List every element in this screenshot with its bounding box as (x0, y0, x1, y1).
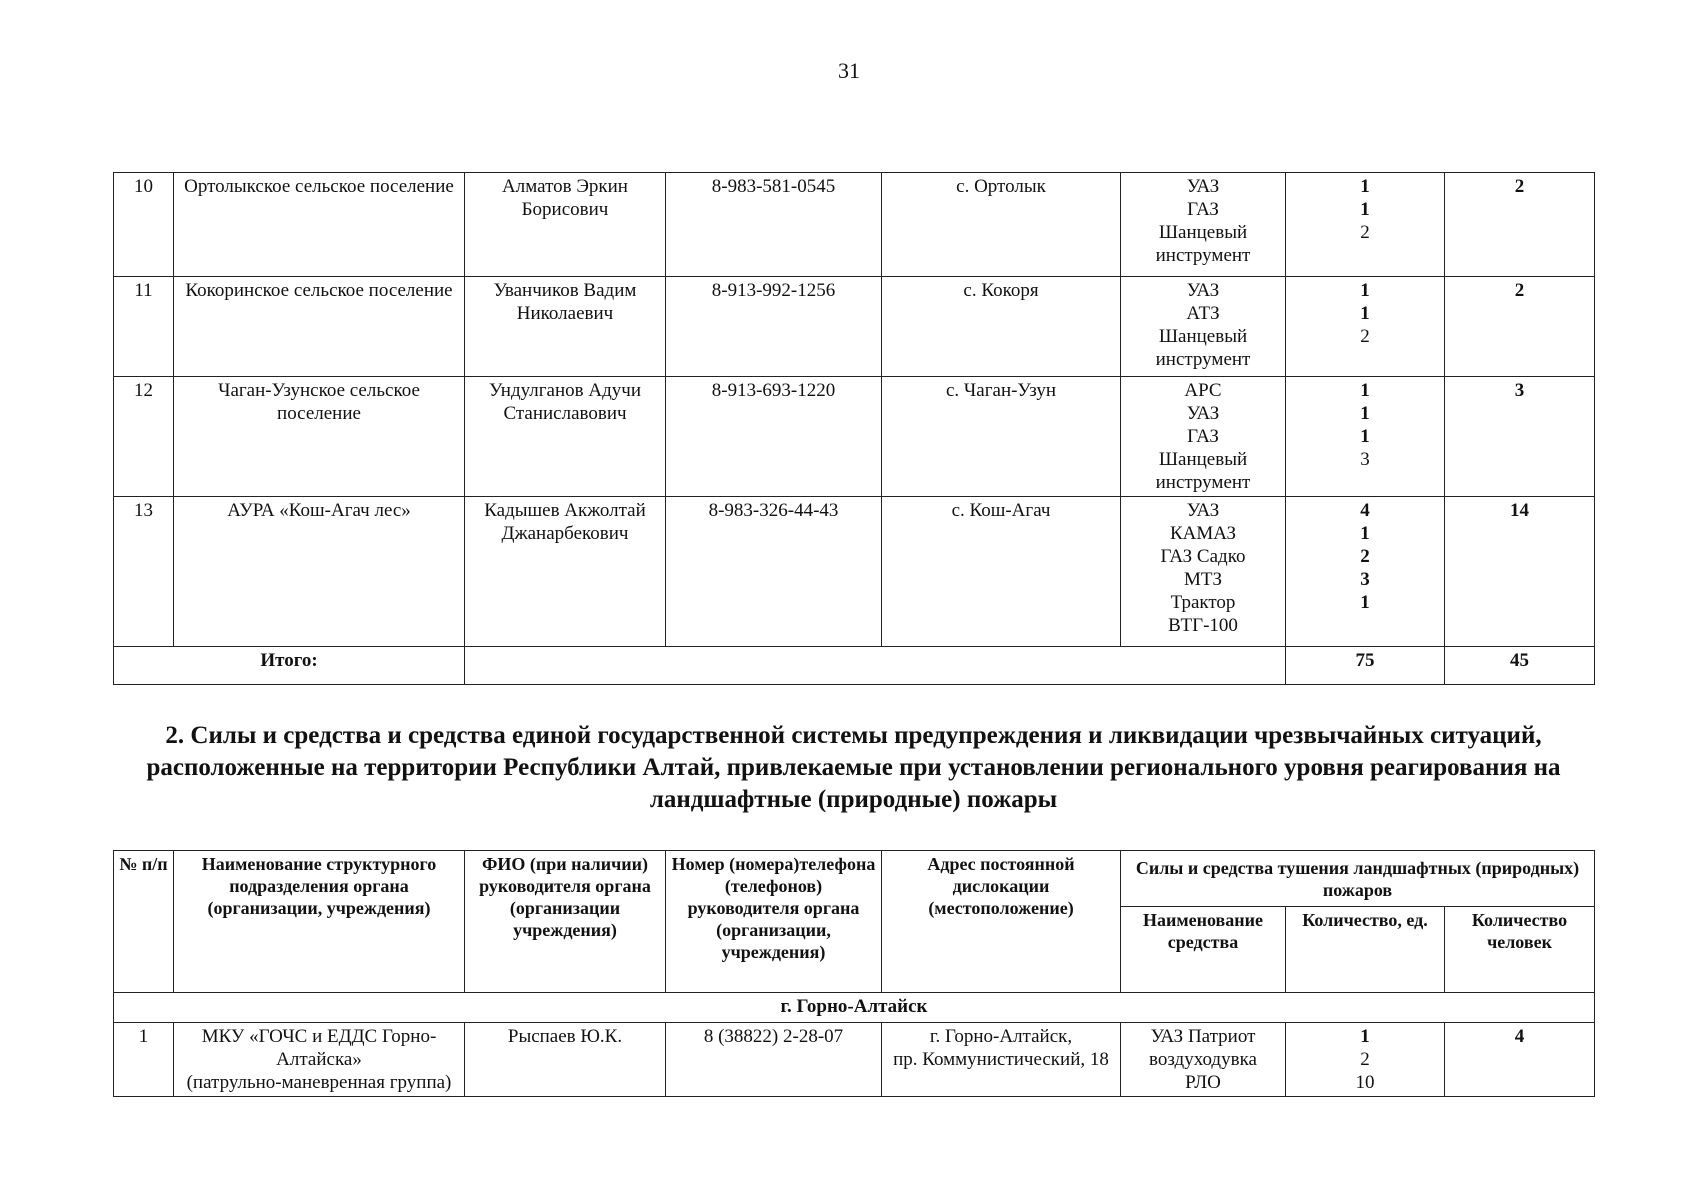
total-empty-cell (465, 647, 1286, 685)
quantity-item: 2 (1360, 222, 1370, 243)
head-name: Рыспаев Ю.К. (465, 1023, 666, 1097)
total-label: Итого: (114, 647, 465, 685)
organization-name: Кокоринское сельское поселение (174, 277, 465, 377)
means-item: ВТГ-100 (1168, 615, 1238, 636)
quantity-item: 1 (1360, 1026, 1370, 1047)
organization-name-line: МКУ «ГОЧС и ЕДДС Горно-Алтайска» (201, 1026, 437, 1070)
header-organization: Наименование структурного подразделения органа (организации, учреждения) (174, 851, 465, 993)
address-line: г. Горно-Алтайск, (929, 1026, 1073, 1047)
header-means: Наименование средства (1121, 907, 1286, 993)
means-item: УАЗ (1186, 280, 1220, 301)
people-count: 3 (1445, 377, 1595, 497)
address-line: пр. Коммунистический, 18 (893, 1049, 1109, 1070)
phone-number: 8 (38822) 2-28-07 (666, 1023, 882, 1097)
quantity-list (1286, 1023, 1445, 1097)
quantity-list (1286, 377, 1445, 497)
head-name: Алматов Эркин Борисович (465, 173, 666, 277)
quantity-item: 2 (1360, 326, 1370, 347)
organization-name: Ортолыкское сельское поселение (174, 173, 465, 277)
means-item: воздуходувка (1149, 1049, 1257, 1070)
quantity-item: 1 (1360, 592, 1370, 613)
quantity-item: 3 (1360, 569, 1370, 590)
people-count: 2 (1445, 277, 1595, 377)
address: с. Кокоря (882, 277, 1121, 377)
means-list (1121, 497, 1286, 647)
quantity-item: 10 (1355, 1072, 1375, 1093)
address: с. Кош-Агач (882, 497, 1121, 647)
header-number: № п/п (114, 851, 174, 993)
means-item: АРС (1184, 380, 1222, 401)
means-item: УАЗ Патриот (1150, 1026, 1256, 1047)
means-item: ГАЗ Садко (1160, 546, 1246, 567)
table-row (114, 377, 1595, 497)
address (882, 1023, 1121, 1097)
quantity-item: 1 (1360, 380, 1370, 401)
table-row (114, 1023, 1595, 1097)
means-item: УАЗ (1186, 500, 1220, 521)
group-row (114, 993, 1595, 1023)
total-quantity: 75 (1286, 647, 1445, 685)
header-address: Адрес постоянной дислокации (местоположение) (882, 851, 1121, 993)
quantity-item: 1 (1360, 303, 1370, 324)
means-item: РЛО (1185, 1072, 1221, 1093)
header-row (114, 851, 1595, 907)
header-phone: Номер (номера)телефона (телефонов) руководителя органа (организации, учреждения) (666, 851, 882, 993)
people-count: 4 (1445, 1023, 1595, 1097)
means-item: УАЗ (1186, 403, 1220, 424)
phone-number: 8-913-693-1220 (666, 377, 882, 497)
table-row (114, 497, 1595, 647)
people-count: 2 (1445, 173, 1595, 277)
head-name: Ундулганов Адучи Станиславович (465, 377, 666, 497)
group-title: г. Горно-Алтайск (114, 993, 1595, 1023)
row-number: 1 (114, 1023, 174, 1097)
means-item: ГАЗ (1187, 199, 1219, 220)
people-count: 14 (1445, 497, 1595, 647)
quantity-item: 1 (1360, 176, 1370, 197)
page-number: 31 (838, 58, 860, 83)
quantity-item: 1 (1360, 280, 1370, 301)
organization-name (174, 1023, 465, 1097)
quantity-item: 4 (1360, 500, 1370, 521)
total-people: 45 (1445, 647, 1595, 685)
quantity-item: 1 (1360, 523, 1370, 544)
row-number: 12 (114, 377, 174, 497)
forces-table-continued (113, 172, 1595, 685)
header-people: Количество человек (1445, 907, 1595, 993)
means-item: Шанцевый инструмент (1155, 326, 1251, 370)
means-item: Шанцевый инструмент (1155, 222, 1251, 266)
organization-name-line: (патрульно-маневренная группа) (186, 1072, 452, 1093)
means-item: ГАЗ (1187, 426, 1219, 447)
section-heading: 2. Силы и средства и средства единой государственной системы предупреждения и ликвидации чрезвычайных ситуаций, расположенные на территории Республики Алтай, привлекаемые при установлении регионального уровня реагирования на ландшафтные (природные) пожары (146, 722, 1561, 813)
row-number: 13 (114, 497, 174, 647)
quantity-item: 1 (1360, 403, 1370, 424)
head-name: Уванчиков Вадим Николаевич (465, 277, 666, 377)
address: с. Чаган-Узун (882, 377, 1121, 497)
quantity-item: 2 (1360, 546, 1370, 567)
means-item: КАМАЗ (1169, 523, 1237, 544)
address: с. Ортолык (882, 173, 1121, 277)
header-forces: Силы и средства тушения ландшафтных (природных) пожаров (1121, 851, 1595, 907)
means-item: УАЗ (1186, 176, 1220, 197)
quantity-item: 2 (1360, 1049, 1370, 1070)
phone-number: 8-913-992-1256 (666, 277, 882, 377)
means-list (1121, 173, 1286, 277)
means-item: Шанцевый инструмент (1155, 449, 1251, 493)
row-number: 10 (114, 173, 174, 277)
means-item: МТЗ (1183, 569, 1223, 590)
total-row (114, 647, 1595, 685)
means-list (1121, 377, 1286, 497)
means-list (1121, 1023, 1286, 1097)
means-item: АТЗ (1186, 303, 1220, 324)
header-head: ФИО (при наличии) руководителя органа (организации учреждения) (465, 851, 666, 993)
organization-name: АУРА «Кош-Агач лес» (174, 497, 465, 647)
row-number: 11 (114, 277, 174, 377)
phone-number: 8-983-326-44-43 (666, 497, 882, 647)
quantity-item: 1 (1360, 426, 1370, 447)
organization-name: Чаган-Узунское сельское поселение (174, 377, 465, 497)
header-quantity: Количество, ед. (1286, 907, 1445, 993)
phone-number: 8-983-581-0545 (666, 173, 882, 277)
table-row (114, 173, 1595, 277)
table-row (114, 277, 1595, 377)
quantity-list (1286, 277, 1445, 377)
forces-table-section-2 (113, 850, 1595, 1097)
quantity-item: 3 (1360, 449, 1370, 470)
means-list (1121, 277, 1286, 377)
quantity-item: 1 (1360, 199, 1370, 220)
head-name: Кадышев Акжолтай Джанарбекович (465, 497, 666, 647)
quantity-list (1286, 497, 1445, 647)
quantity-list (1286, 173, 1445, 277)
means-item: Трактор (1170, 592, 1236, 613)
